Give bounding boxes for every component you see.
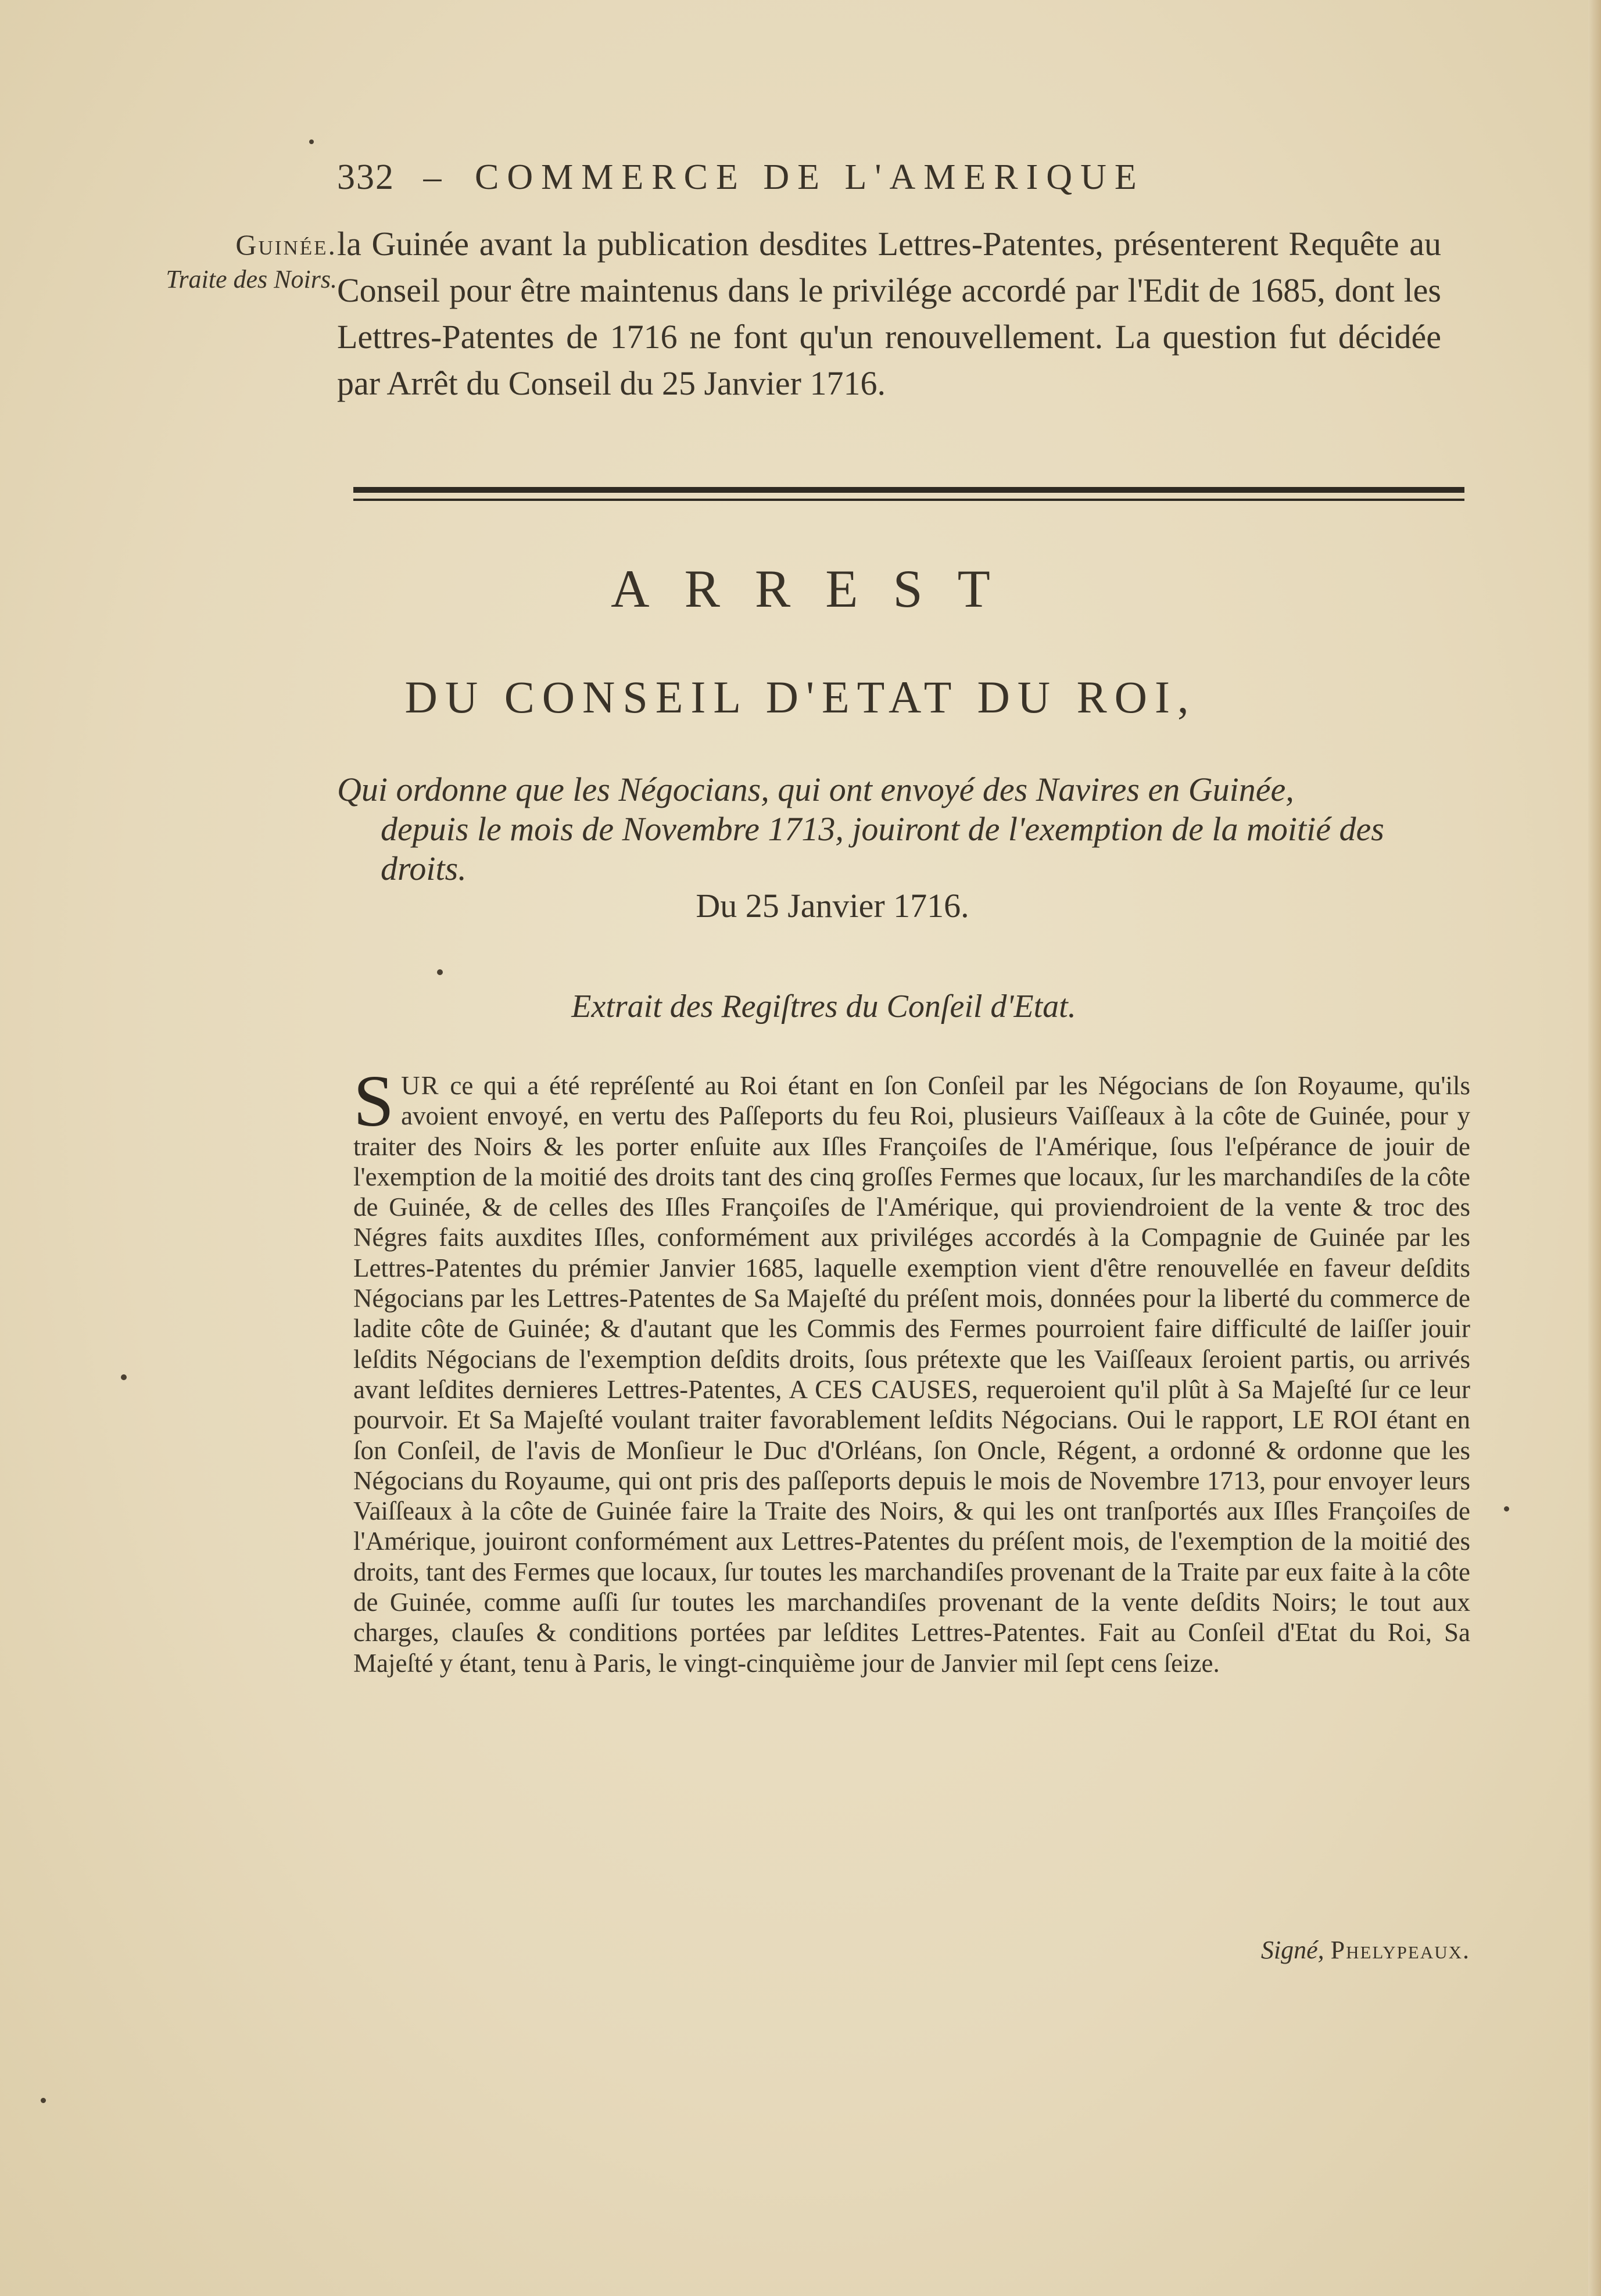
signature-label: Signé, bbox=[1260, 1936, 1324, 1964]
decree-summary bbox=[337, 770, 1470, 889]
section-rule-thick bbox=[353, 487, 1464, 493]
running-head bbox=[337, 157, 1325, 198]
decree-subtitle: DU CONSEIL D'ETAT DU ROI, bbox=[404, 672, 1197, 722]
body-paragraph: ce qui a été repréſenté au Roi étant en ſon Conſeil par les Négocians de ſon Royaume, qu'ils avoient envoyé, en vertu des Paſſeports du feu Roi, plusieurs Vaiſſeaux à la côte de Guinée, pour y traiter des Noirs & les porter enſuite aux Iſles Françoiſes de l'Amérique, ſous l'eſpérance de jouir de l'exemption de la moitié des droits tant des cinq groſſes Fermes que locaux, ſur les marchandiſes de la côte de Guinée, & de celles des Iſles Françoiſes de l'Amérique, qui proviendroient de la vente & troc des Négres faits auxdites Iſles, conformément aux priviléges accordés à la Compagnie de Guinée par les Lettres-Patentes du prémier Janvier 1685, laquelle exemption vient d'être renouvellée en faveur deſdits Négocians par les Lettres-Patentes de Sa Majeſté du préſent mois, données pour la liberté du commerce de ladite côte de Guinée; & d'autant que les Commis des Fermes pourroient faire difficulté de laiſſer jouir leſdits Négocians de l'exemption deſdits droits, ſous prétexte que les Vaiſſeaux ſeroient partis, ou arrivés avant leſdites dernieres Lettres-Patentes, A CES CAUSES, requeroient qu'il plût à Sa Majeſté ſur ce leur pourvoir. Et Sa Majeſté voulant traiter favorablement leſdits Négocians. Oui le rapport, LE ROI étant en ſon Conſeil, de l'avis de Monſieur le Duc d'Orléans, ſon Oncle, Régent, a ordonné & ordonne que les Négocians du Royaume, qui ont pris des paſſeports depuis le mois de Novembre 1713, pour envoyer leurs Vaiſſeaux à la côte de Guinée faire la Traite des Noirs, & qui les ont tranſportés aux Iſles Françoiſes de l'Amérique, jouiront conformément aux Lettres-Patentes du préſent mois, de l'exemption de la moitié des droits, tant des Fermes que locaux, ſur toutes les marchandiſes provenant de la Traite par eux faite à la côte de Guinée, comme auſſi ſur toutes les marchandiſes provenant de la vente deſdits Noirs; le tout aux charges, clauſes & conditions portées par leſdites Lettres-Patentes. Fait au Conſeil d'Etat du Roi, Sa Majeſté y étant, tenu à Paris, le vingt-cinquième jour de Janvier mil ſept cens ſeize. bbox=[353, 1071, 1470, 1678]
paper-speck bbox=[121, 1374, 127, 1380]
section-rule-thin bbox=[353, 499, 1464, 501]
header-dash: – bbox=[423, 157, 442, 197]
decree-title: ARREST bbox=[611, 559, 1025, 618]
signature-name: Phelypeaux. bbox=[1330, 1936, 1470, 1964]
signature-line bbox=[1052, 1935, 1470, 1965]
body-lead-word: UR bbox=[401, 1071, 440, 1100]
paper-speck bbox=[309, 139, 314, 144]
paper-speck bbox=[1504, 1506, 1509, 1511]
paper-speck bbox=[41, 2098, 46, 2103]
decree-summary-first-line: Qui ordonne que les Négocians, qui ont envoyé des Navires en Guinée, bbox=[337, 771, 1294, 808]
decree-body bbox=[353, 1061, 1470, 1678]
intro-paragraph: la Guinée avant la publication desdites Lettres-Patentes, présenterent Requête au Conseil pour être maintenus dans le privilége accordé par l'Edit de 1685, dont les Lettres-Patentes de 1716 ne font qu'un renouvellement. La question fut décidée par Arrêt du Conseil du 25 Janvier 1716. bbox=[337, 225, 1441, 402]
decree-date: Du 25 Janvier 1716. bbox=[696, 887, 969, 925]
extract-heading: Extrait des Regiſtres du Conſeil d'Etat. bbox=[571, 988, 1076, 1025]
page-number: 332 bbox=[337, 157, 395, 197]
drop-cap: S bbox=[353, 1061, 395, 1142]
paper-speck bbox=[437, 969, 443, 975]
decree-summary-rest: depuis le mois de Novembre 1713, jouiront de l'exemption de la moitié des droits. bbox=[381, 810, 1384, 887]
margin-note-region: Guinée. bbox=[235, 228, 337, 261]
page-edge-shadow bbox=[1588, 0, 1601, 2296]
margin-notes bbox=[116, 228, 337, 298]
margin-note-topic: Traite des Noirs. bbox=[166, 265, 337, 293]
running-title: COMMERCE DE L'AMERIQUE bbox=[475, 157, 1145, 197]
